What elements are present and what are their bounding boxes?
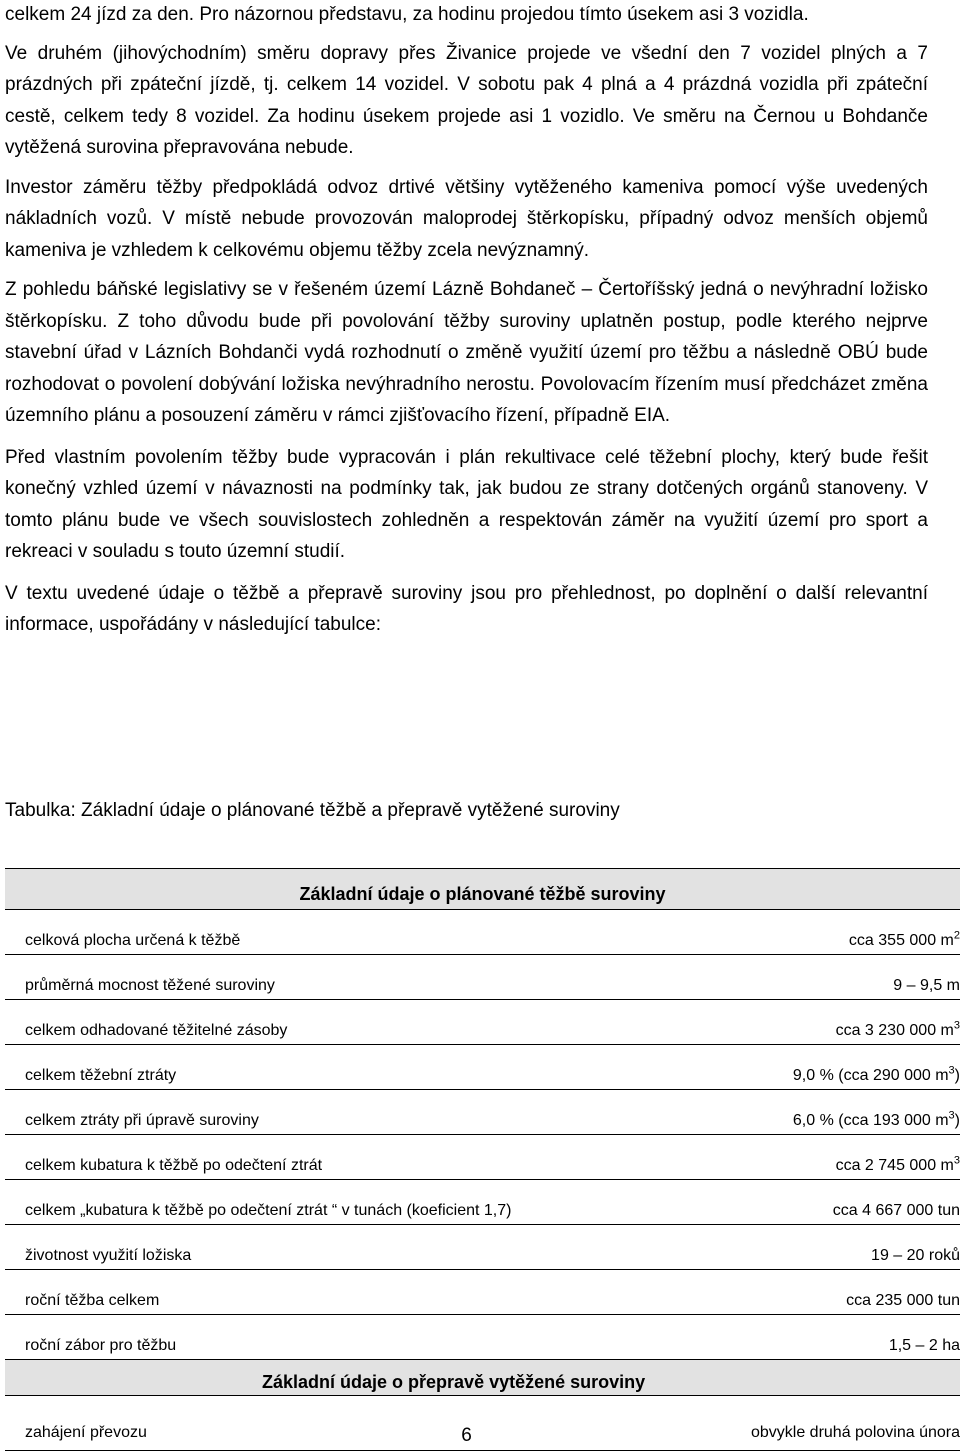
value-text: cca 355 000 m xyxy=(848,932,954,949)
row-value xyxy=(681,1270,960,1315)
value-text: cca 235 000 tun xyxy=(846,1292,960,1309)
row-label: celkem „kubatura k těžbě po odečtení ztrát “ v tunách (koeficient 1,7) xyxy=(5,1180,681,1225)
row-label: celkem kubatura k těžbě po odečtení ztrát xyxy=(5,1135,681,1180)
row-label: roční těžba celkem xyxy=(5,1270,681,1315)
value-text: 6,0 % (cca 193 000 m xyxy=(792,1112,949,1129)
value-text: cca 3 230 000 m xyxy=(835,1022,954,1039)
table-row xyxy=(5,1090,960,1135)
row-value xyxy=(681,1135,960,1180)
section-header-cell: Základní údaje o plánované těžbě suroviny xyxy=(5,869,960,910)
value-exponent: 3 xyxy=(948,1109,955,1122)
row-label: zahájení převozu xyxy=(5,1396,681,1451)
row-value xyxy=(681,1090,960,1135)
row-label: celkem ztráty při úpravě suroviny xyxy=(5,1090,681,1135)
row-value xyxy=(681,955,960,1000)
table-row xyxy=(5,1180,960,1225)
value-exponent: 3 xyxy=(948,1064,955,1077)
row-value xyxy=(681,1315,960,1360)
page-body xyxy=(5,0,928,641)
value-exponent: 3 xyxy=(953,1019,960,1032)
value-text: 19 – 20 roků xyxy=(871,1247,960,1264)
table-row xyxy=(5,1135,960,1180)
row-label: životnost využití ložiska xyxy=(5,1225,681,1270)
table-section-header xyxy=(5,869,960,910)
table-row xyxy=(5,1045,960,1090)
value-text: 9 – 9,5 m xyxy=(893,977,960,994)
paragraph-2: Ve druhém (jihovýchodním) směru dopravy přes Živanice projede ve všední den 7 vozidel plných a 7 prázdných při zpáteční jízdě, tj. celkem 14 vozidel. V sobotu pak 4 plná a 4 prázdná vozidla při zpáteční cestě, celkem tedy 8 vozidel. Za hodinu úsekem projede asi 1 vozidlo. Ve směru na Černou u Bohdanče vytěžená surovina přepravována nebude. xyxy=(5,42,928,158)
value-text: cca 2 745 000 m xyxy=(835,1157,954,1174)
table-row xyxy=(5,1000,960,1045)
row-label: celkem odhadované těžitelné zásoby xyxy=(5,1000,681,1045)
row-value xyxy=(681,1225,960,1270)
table-row xyxy=(5,955,960,1000)
row-value xyxy=(681,1000,960,1045)
row-label: průměrná mocnost těžené suroviny xyxy=(5,955,681,1000)
section-header-cell: Základní údaje o přepravě vytěžené suroviny xyxy=(5,1360,960,1396)
row-value xyxy=(681,910,960,955)
value-text: 9,0 % (cca 290 000 m xyxy=(792,1067,949,1084)
page-number: 6 xyxy=(461,1425,472,1446)
value-exponent: 2 xyxy=(953,929,960,942)
table-row xyxy=(5,910,960,955)
paragraph-1: celkem 24 jízd za den. Pro názornou představu, za hodinu projedou tímto úsekem asi 3 vozidla. xyxy=(5,4,809,25)
row-label: roční zábor pro těžbu xyxy=(5,1315,681,1360)
paragraph-4: Z pohledu báňské legislativy se v řešeném území Lázně Bohdaneč – Čertoříšský jedná o nevýhradní ložisko štěrkopísku. Z toho důvodu bude při povolování těžby suroviny uplatněn postup, podle kterého nejprve stavební úřad v Lázních Bohdanči vydá rozhodnutí o změně využití území pro těžbu a následně OBÚ bude rozhodovat o povolení dobývání ložiska nevýhradního nerostu. Povolovacím řízením musí předcházet změna územního plánu a posouzení záměru v rámci zjišťovacího řízení, případně EIA. xyxy=(5,279,928,426)
value-tail: ) xyxy=(954,1112,960,1129)
value-text: 1,5 – 2 ha xyxy=(888,1337,960,1354)
value-text: obvykle druhá polovina února xyxy=(750,1424,960,1441)
value-tail: ) xyxy=(954,1067,960,1084)
table-row xyxy=(5,1225,960,1270)
row-label: celková plocha určená k těžbě xyxy=(5,910,681,955)
table-caption: Tabulka: Základní údaje o plánované těžbě a přepravě vytěžené suroviny xyxy=(5,800,620,821)
value-text: cca 4 667 000 tun xyxy=(832,1202,960,1219)
table-section-header xyxy=(5,1360,960,1396)
paragraph-6: V textu uvedené údaje o těžbě a přepravě suroviny jsou pro přehlednost, po doplnění o další relevantní informace, uspořádány v následující tabulce: xyxy=(5,582,928,635)
value-exponent: 3 xyxy=(953,1154,960,1167)
table-row xyxy=(5,1315,960,1360)
data-table xyxy=(5,868,960,1451)
row-value xyxy=(681,1180,960,1225)
table-row xyxy=(5,1270,960,1315)
paragraph-5: Před vlastním povolením těžby bude vypracován i plán rekultivace celé těžební plochy, který bude řešit konečný vzhled území v návaznosti na podmínky tak, jak budou ze strany dotčených orgánů stanoveny. V tomto plánu bude ve všech souvislostech zohledněn a respektován záměr na využití území pro sport a rekreaci v souladu s touto územní studií. xyxy=(5,446,928,562)
paragraph-3: Investor záměru těžby předpokládá odvoz drtivé většiny vytěženého kameniva pomocí výše uvedených nákladních vozů. V místě nebude provozován maloprodej štěrkopísku, případný odvoz menších objemů kameniva je vzhledem k celkovému objemu těžby zcela nevýznamný. xyxy=(5,176,928,261)
row-value xyxy=(681,1045,960,1090)
row-label: celkem těžební ztráty xyxy=(5,1045,681,1090)
